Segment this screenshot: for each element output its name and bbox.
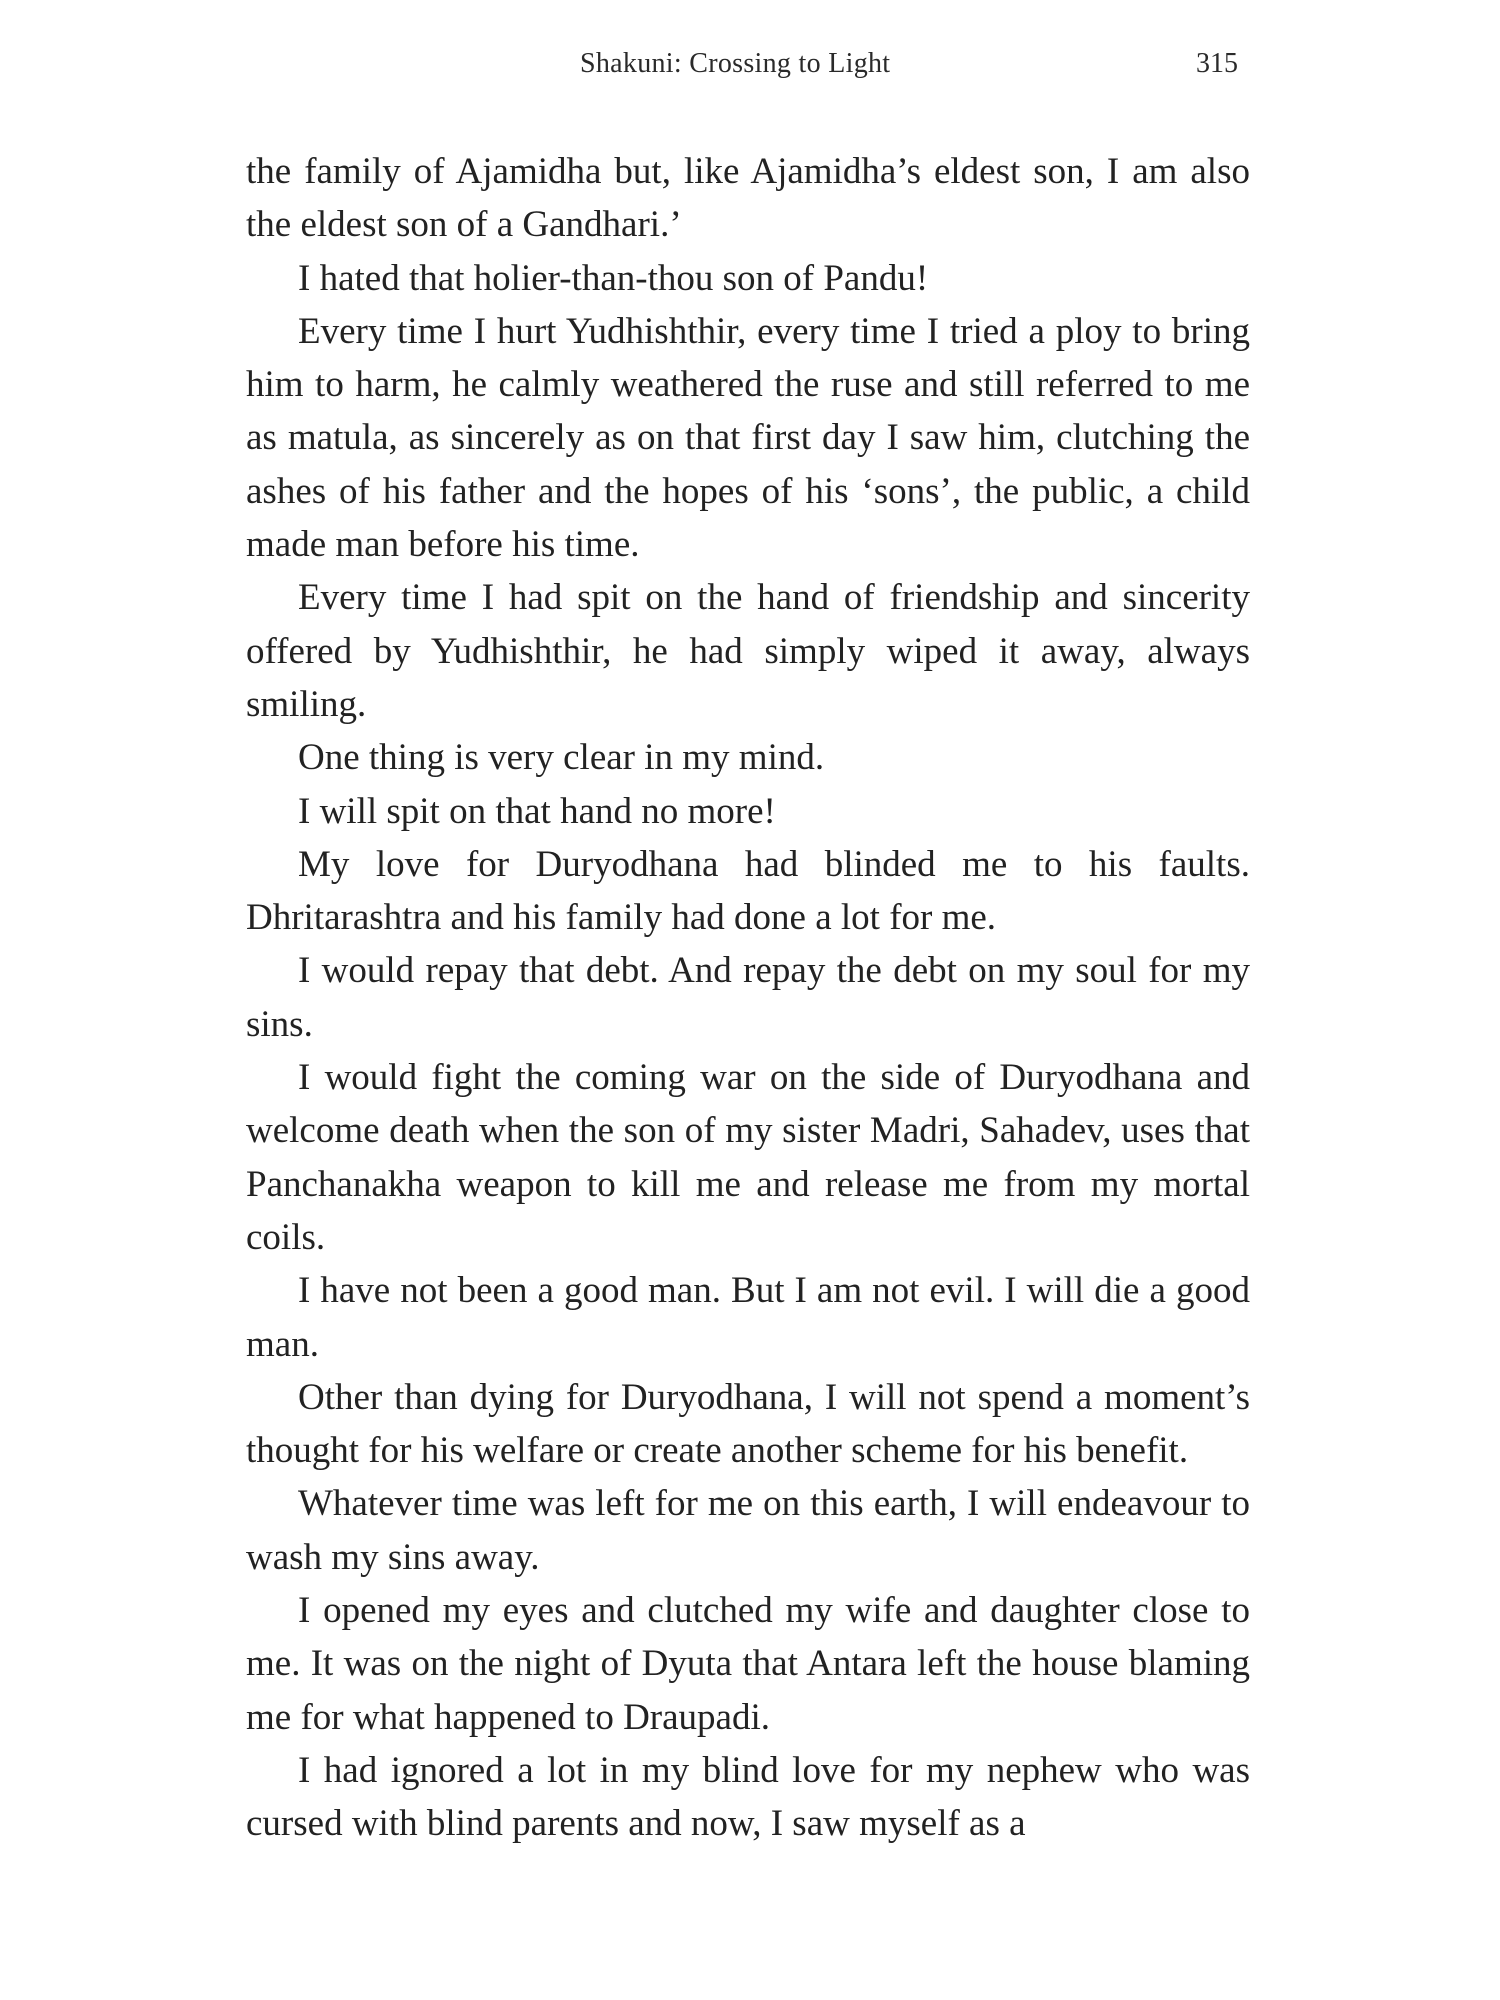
paragraph: Other than dying for Duryodhana, I will not spend a moment’s thought for his welfare or create another scheme for his benefit. [246,1376,1250,1472]
paragraph: I have not been a good man. But I am not evil. I will die a good man. [246,1270,1250,1365]
running-title: Shakuni: Crossing to Light [580,48,891,79]
paragraph: I had ignored a lot in my blind love for my nephew who was cursed with blind parents and now, I saw myself as a [246,1749,1250,1845]
paragraph: I opened my eyes and clutched my wife and daughter close to me. It was on the night of Dyuta that Antara left the house blaming me for what happened to Draupadi. [246,1590,1250,1738]
paragraph: I hated that holier-than-thou son of Pandu! [298,257,929,299]
paragraph: My love for Duryodhana had blinded me to his faults. Dhritarashtra and his family had done a lot for me. [246,843,1250,939]
running-head [0,48,1500,98]
body-text [246,145,1250,1851]
paragraph: I would repay that debt. And repay the debt on my soul for my sins. [246,950,1250,1045]
page-number: 315 [1196,48,1238,79]
paragraph: I would fight the coming war on the side of Duryodhana and welcome death when the son of my sister Madri, Sahadev, uses that Panchanakha weapon to kill me and release me from my mortal coils. [246,1057,1250,1258]
paragraph: One thing is very clear in my mind. [298,737,825,779]
paragraph-continued: the family of Ajamidha but, like Ajamidha’s eldest son, I am also the eldest son of a Gandhari.’ [246,151,1250,246]
paragraph: I will spit on that hand no more! [298,790,776,832]
paragraph: Whatever time was left for me on this earth, I will endeavour to wash my sins away. [246,1483,1250,1578]
paragraph: Every time I hurt Yudhishthir, every time I tried a ploy to bring him to harm, he calmly weathered the ruse and still referred to me as matula, as sincerely as on that first day I saw him, clutching the ashes of his father and the hopes of his ‘sons’, the public, a child made man before his time. [246,310,1250,566]
paragraph: Every time I had spit on the hand of friendship and sincerity offered by Yudhishthir, he had simply wiped it away, always smiling. [246,577,1250,725]
